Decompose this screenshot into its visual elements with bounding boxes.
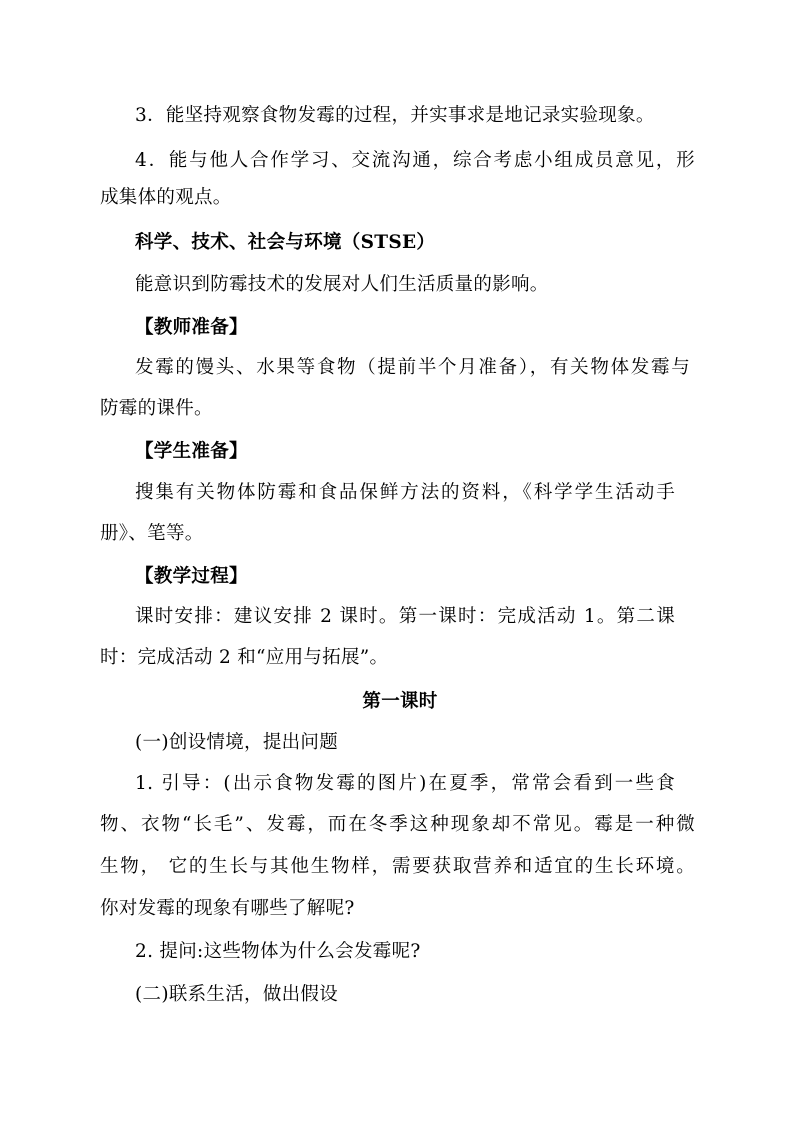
schedule-line-2: 时：完成活动 2 和“应用与拓展”。 [100, 647, 389, 668]
teaching-process-heading: 【教学过程】 [135, 566, 248, 587]
stse-text: 能意识到防霉技术的发展对人们生活质量的影响。 [135, 274, 549, 295]
student-prep-line-2: 册》、笔等。 [100, 523, 204, 544]
student-prep-heading: 【学生准备】 [135, 441, 248, 462]
guide-line-4: 你对发霉的现象有哪些了解呢? [100, 898, 355, 919]
teacher-prep-heading: 【教师准备】 [135, 317, 248, 338]
question-line: 2. 提问:这些物体为什么会发霉呢? [135, 941, 421, 962]
stse-heading: 科学、技术、社会与环境（STSE） [135, 232, 436, 253]
objective-item-4-line-1: 4．能与他人合作学习、交流沟通，综合考虑小组成员意见，形 [135, 150, 695, 171]
teacher-prep-line-1: 发霉的馒头、水果等食物（提前半个月准备），有关物体发霉与 [135, 357, 690, 378]
lesson-one-title: 第一课时 [362, 691, 438, 712]
guide-line-3: 生物， 它的生长与其他生物样，需要获取营养和适宜的生长环境。 [100, 856, 695, 877]
guide-line-2: 物、衣物“长毛”、发霉，而在冬季这种现象却不常见。霉是一种微 [100, 814, 695, 835]
teacher-prep-line-2: 防霉的课件。 [100, 398, 213, 419]
student-prep-line-1: 搜集有关物体防霉和食品保鲜方法的资料，《科学学生活动手 [135, 482, 675, 503]
objective-item-3: 3．能坚持观察食物发霉的过程，并实事求是地记录实验现象。 [135, 105, 655, 126]
section-1-heading: (一)创设情境，提出问题 [135, 732, 339, 753]
schedule-line-1: 课时安排：建议安排 2 课时。第一课时：完成活动 1。第二课 [135, 606, 675, 627]
guide-line-1: 1. 引导：(出示食物发霉的图片)在夏季，常常会看到一些食 [135, 773, 675, 794]
section-2-heading: (二)联系生活，做出假设 [135, 984, 339, 1005]
objective-item-4-line-2: 成集体的观点。 [100, 187, 232, 208]
